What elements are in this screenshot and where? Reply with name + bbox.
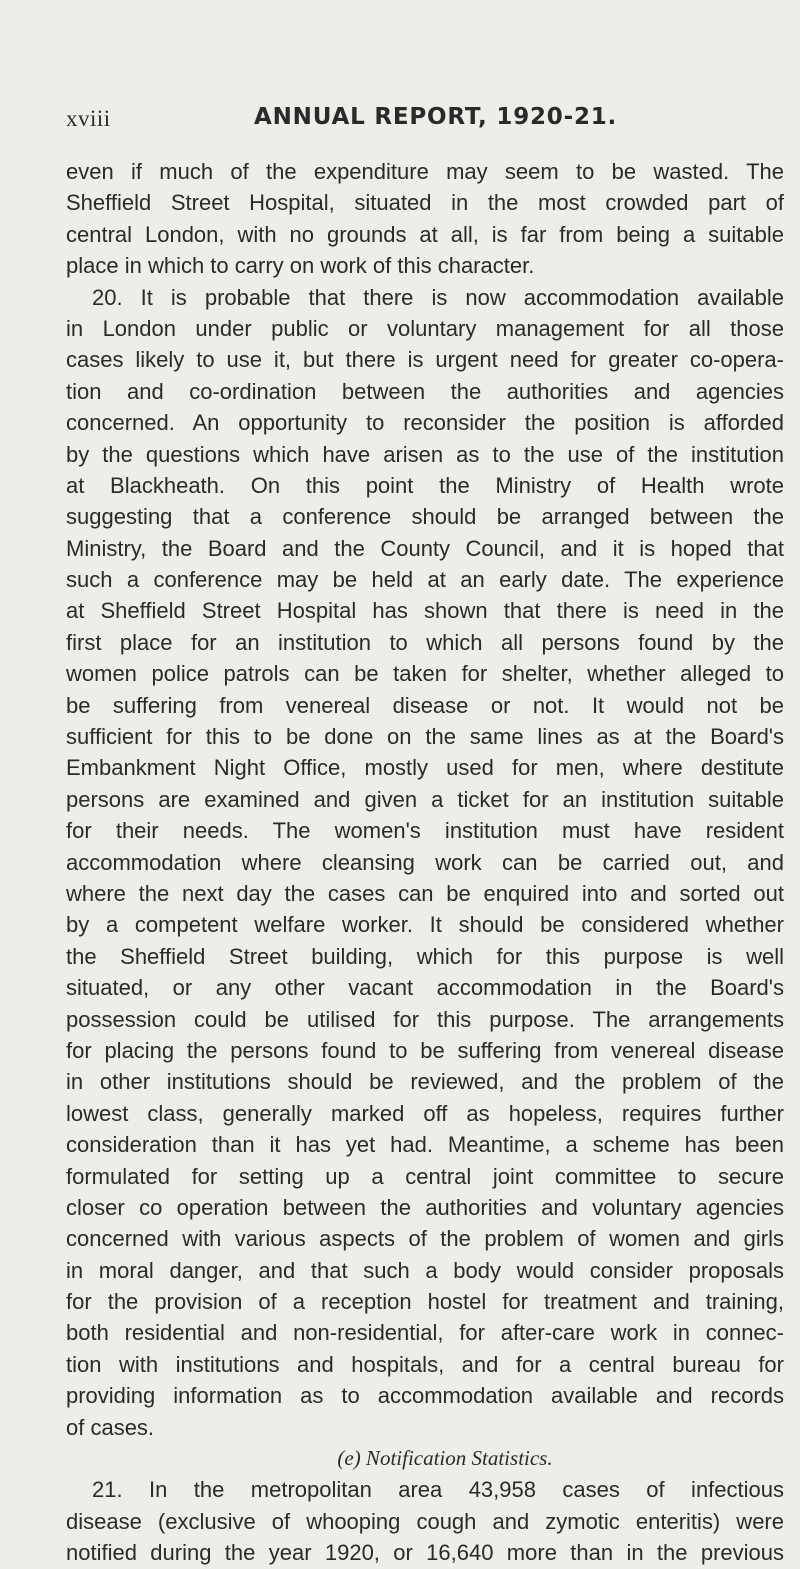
text-line: in other institutions should be reviewed, and the problem of the (66, 1069, 784, 1095)
text-line: lowest class, generally marked off as hopeless, requires further (66, 1100, 784, 1126)
text-line: the Sheffield Street building, which for this purpose is well (66, 943, 784, 969)
text-line: be suffering from venereal disease or not. It would not be (66, 692, 784, 718)
paragraph-21-start: 21. In the metropolitan area 43,958 cases of infectious (92, 1477, 784, 1503)
text-line: persons are examined and given a ticket for an institution suitable (66, 786, 784, 812)
text-line: formulated for setting up a central joint committee to secure (66, 1163, 784, 1189)
text-line: women police patrols can be taken for shelter, whether alleged to (66, 661, 784, 687)
text-line: possession could be utilised for this purpose. The arrangements (66, 1006, 784, 1032)
text-line: at Blackheath. On this point the Ministry of Health wrote (66, 472, 784, 498)
text-line: notified during the year 1920, or 16,640 more than in the previous (66, 1540, 784, 1566)
section-heading: (e) Notification Statistics. (337, 1446, 553, 1471)
text-line: situated, or any other vacant accommodation in the Board's (66, 975, 784, 1001)
text-line: even if much of the expenditure may seem to be wasted. The (66, 159, 784, 184)
body-text (66, 156, 784, 1569)
text-line: by the questions which have arisen as to the use of the institution (66, 441, 784, 467)
text-line: central London, with no grounds at all, is far from being a suitable (66, 221, 784, 247)
text-line: sufficient for this to be done on the same lines as at the Board's (66, 724, 784, 750)
text-line: concerned with various aspects of the problem of women and girls (66, 1226, 784, 1252)
text-line: suggesting that a conference should be arranged between the (66, 504, 784, 530)
text-line: such a conference may be held at an early date. The experience (66, 567, 784, 593)
text-line: Sheffield Street Hospital, situated in the most crowded part of (66, 190, 784, 216)
running-title: ANNUAL REPORT, 1920-21. (254, 104, 618, 130)
text-line: in moral danger, and that such a body would consider proposals (66, 1257, 784, 1283)
text-line: consideration than it has yet had. Meantime, a scheme has been (66, 1132, 784, 1158)
text-line: disease (exclusive of whooping cough and zymotic enteritis) were (66, 1508, 784, 1534)
text-line: for their needs. The women's institution must have resident (66, 818, 784, 844)
text-line: cases likely to use it, but there is urgent need for greater co-opera- (66, 347, 784, 373)
page-header (0, 106, 800, 136)
text-line: closer co operation between the authorities and voluntary agencies (66, 1194, 784, 1220)
text-line: tion and co-ordination between the authorities and agencies (66, 378, 784, 404)
text-line: Ministry, the Board and the County Council, and it is hoped that (66, 535, 784, 561)
text-line: in London under public or voluntary management for all those (66, 315, 784, 341)
page-number: xviii (66, 106, 111, 131)
text-line: Embankment Night Office, mostly used for men, where destitute (66, 755, 784, 781)
text-line: concerned. An opportunity to reconsider the position is afforded (66, 410, 784, 436)
text-line: tion with institutions and hospitals, and for a central bureau for (66, 1351, 784, 1377)
text-line: at Sheffield Street Hospital has shown that there is need in the (66, 598, 784, 624)
text-line: accommodation where cleansing work can be carried out, and (66, 849, 784, 875)
text-line: both residential and non-residential, for after-care work in connec- (66, 1320, 784, 1346)
text-line: of cases. (66, 1414, 155, 1440)
text-line: place in which to carry on work of this character. (66, 253, 535, 279)
text-line: by a competent welfare worker. It should be considered whether (66, 912, 784, 938)
text-line: for placing the persons found to be suffering from venereal disease (66, 1037, 784, 1063)
text-line: first place for an institution to which all persons found by the (66, 629, 784, 655)
text-line: providing information as to accommodation available and records (66, 1383, 784, 1409)
text-line: for the provision of a reception hostel for treatment and training, (66, 1289, 784, 1315)
text-line: where the next day the cases can be enquired into and sorted out (66, 880, 784, 906)
paragraph-20-start: 20. It is probable that there is now accommodation available (92, 284, 784, 310)
